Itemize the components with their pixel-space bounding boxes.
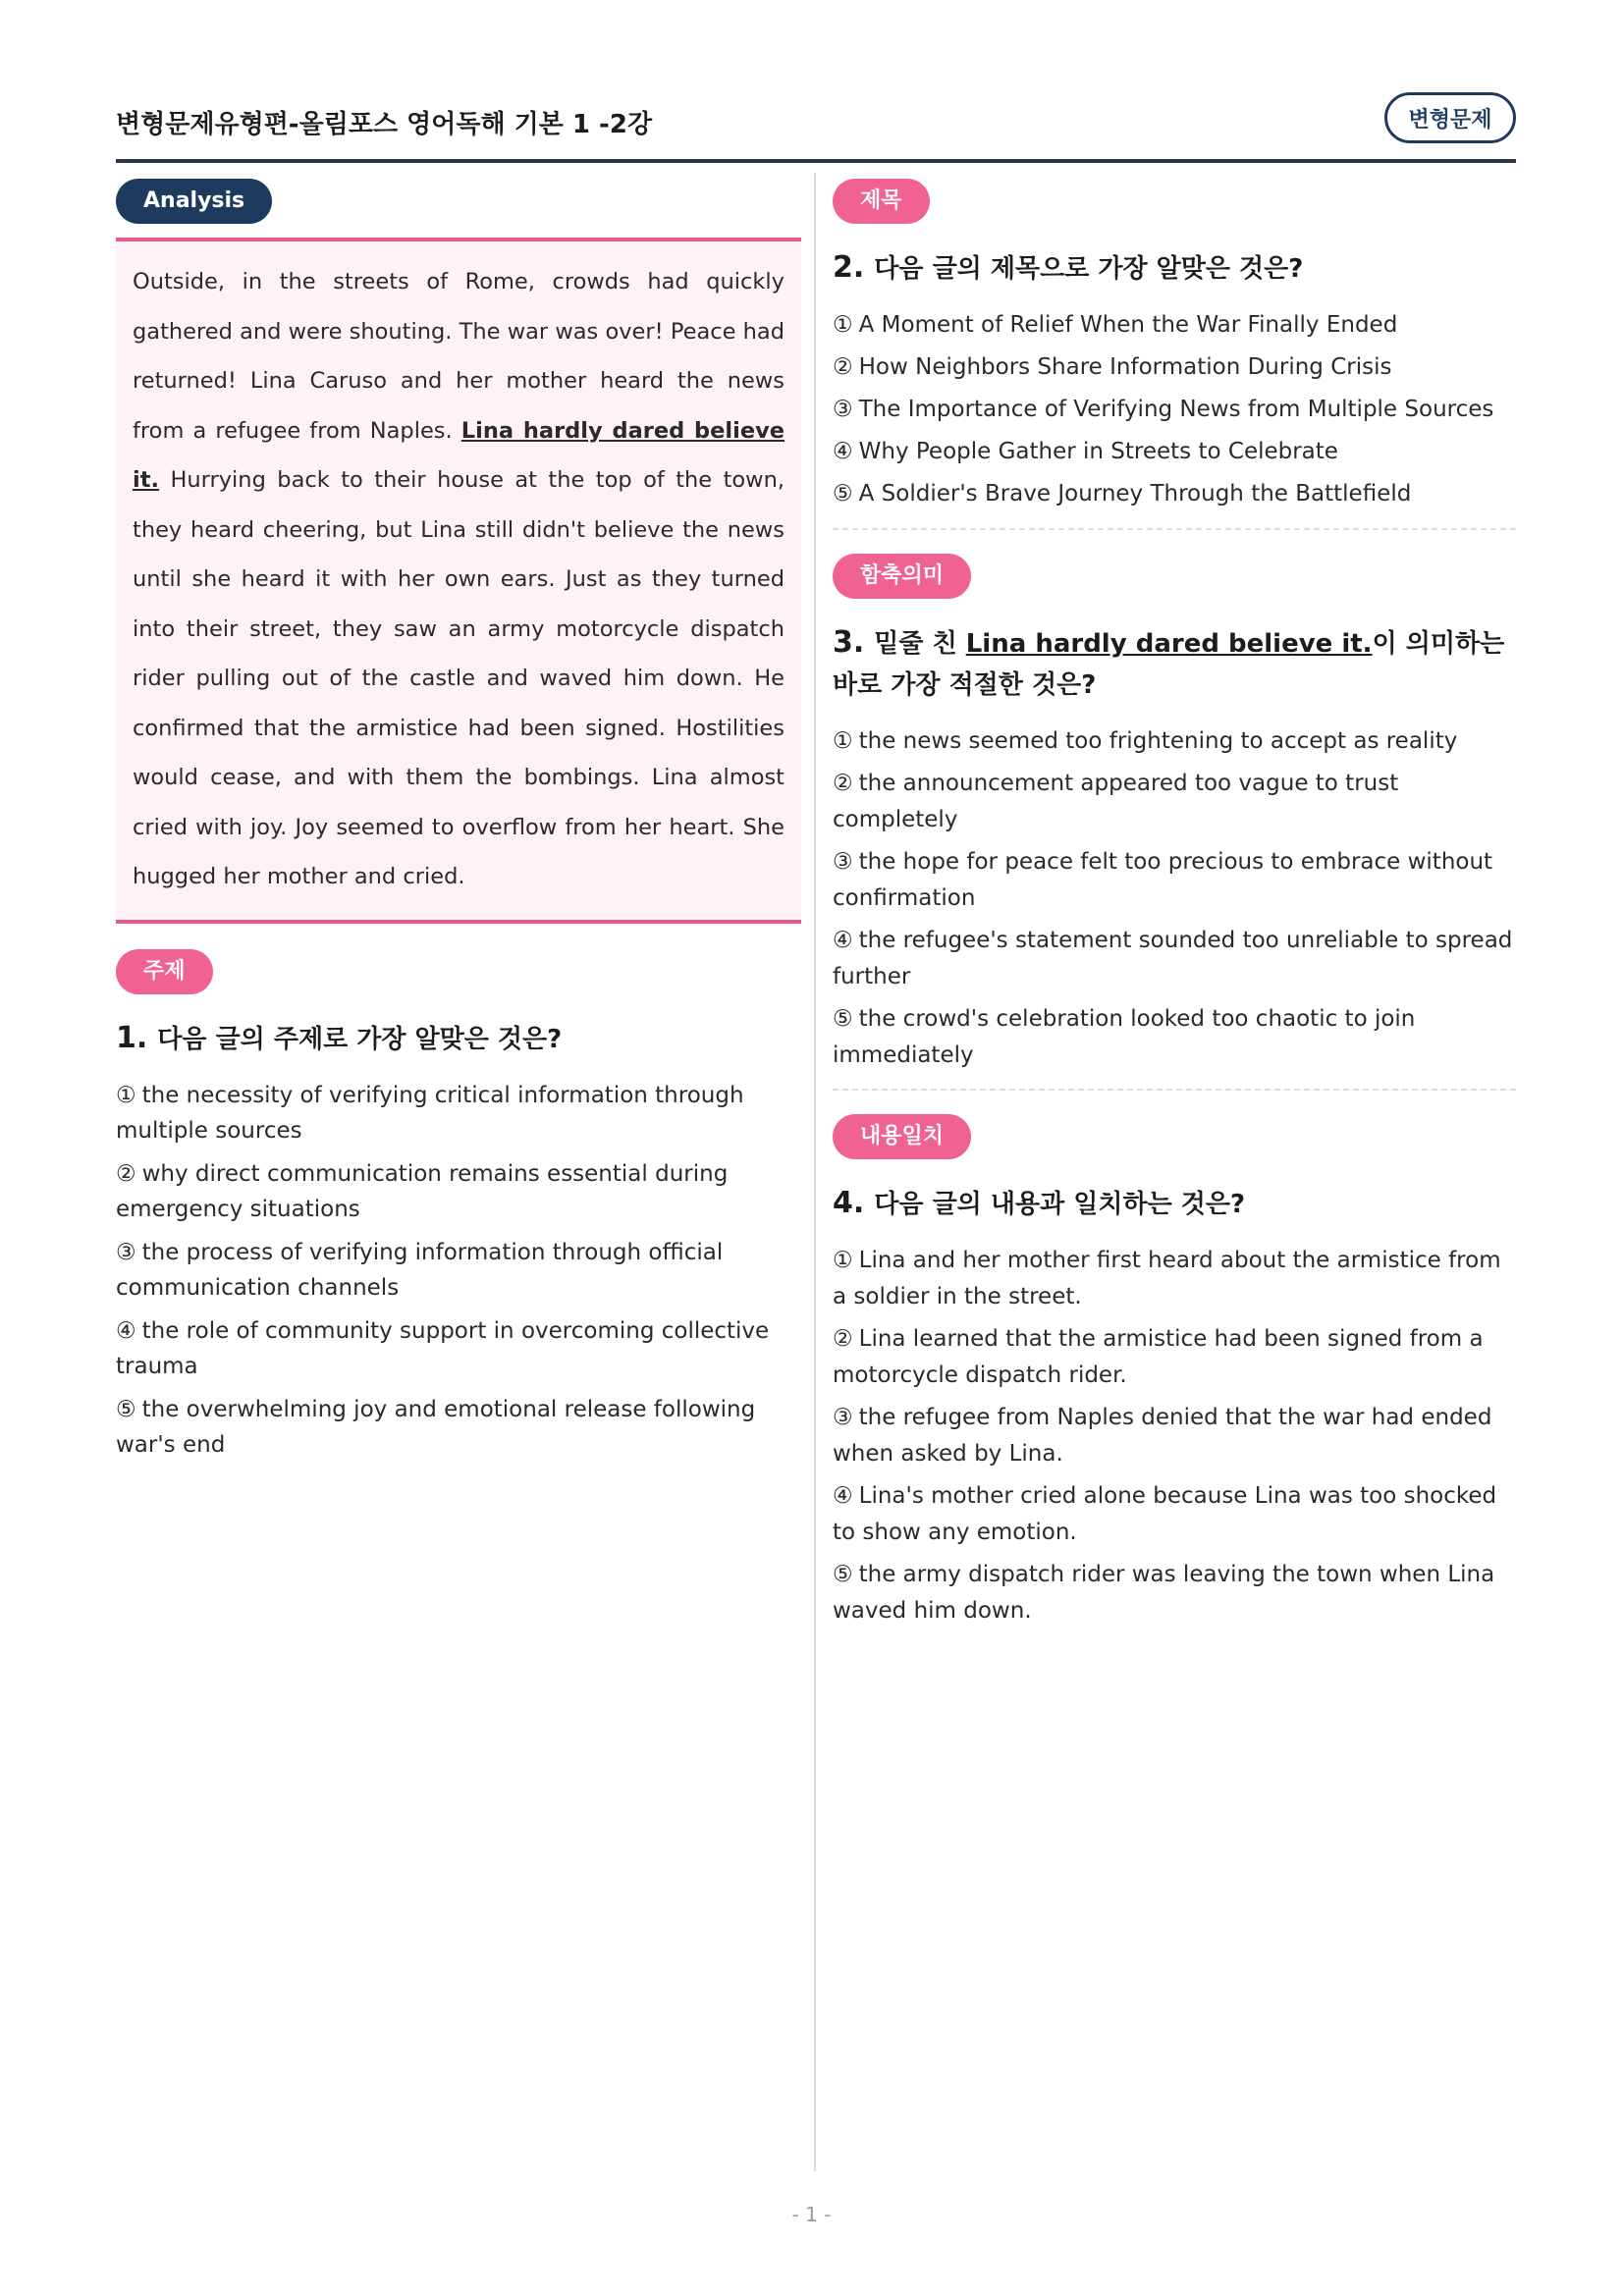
question-4-title xyxy=(833,1183,1516,1225)
analysis-passage-box xyxy=(116,238,801,924)
question-3-options xyxy=(833,723,1516,1074)
option-text: the overwhelming joy and emotional release following war's end xyxy=(116,1396,756,1458)
question-4-number: 4. xyxy=(833,1186,865,1220)
answer-option[interactable] xyxy=(833,307,1516,344)
answer-option[interactable] xyxy=(833,434,1516,470)
option-text: the hope for peace felt too precious to embrace without confirmation xyxy=(833,849,1493,911)
option-marker: ④ xyxy=(833,439,853,464)
analysis-label: Analysis xyxy=(116,179,272,224)
section-separator xyxy=(833,1089,1516,1091)
option-marker: ③ xyxy=(833,849,853,875)
option-text: the refugee's statement sounded too unreliable to spread further xyxy=(833,928,1513,989)
question-4 xyxy=(833,1114,1516,1629)
option-text: the army dispatch rider was leaving the town when Lina waved him down. xyxy=(833,1562,1495,1624)
option-text: the refugee from Naples denied that the war had ended when asked by Lina. xyxy=(833,1405,1492,1467)
answer-option[interactable] xyxy=(833,476,1516,512)
answer-option[interactable] xyxy=(833,1400,1516,1471)
question-2-options xyxy=(833,307,1516,512)
option-marker: ② xyxy=(833,771,853,796)
option-marker: ⑤ xyxy=(833,1562,853,1587)
answer-option[interactable] xyxy=(833,1001,1516,1073)
question-4-text: 다음 글의 내용과 일치하는 것은? xyxy=(874,1190,1246,1219)
option-marker: ⑤ xyxy=(833,481,853,507)
option-text: A Soldier's Brave Journey Through the Battlefield xyxy=(858,481,1412,507)
option-marker: ③ xyxy=(116,1239,136,1265)
option-text: the announcement appeared too vague to trust completely xyxy=(833,771,1399,832)
question-1-options xyxy=(116,1078,801,1464)
option-text: the news seemed too frightening to accept as reality xyxy=(858,727,1458,754)
answer-option[interactable] xyxy=(833,392,1516,428)
question-1-title xyxy=(116,1018,801,1060)
answer-option[interactable] xyxy=(833,723,1516,760)
option-text: Lina and her mother first heard about the armistice from a soldier in the street. xyxy=(833,1248,1501,1309)
question-3-number: 3. xyxy=(833,624,865,660)
option-marker: ⑤ xyxy=(116,1396,136,1422)
answer-option[interactable] xyxy=(116,1156,801,1228)
section-separator xyxy=(833,528,1516,530)
type-badge: 변형문제 xyxy=(1384,92,1516,143)
option-marker: ⑤ xyxy=(833,1006,853,1032)
question-2-text: 다음 글의 제목으로 가장 알맞은 것은? xyxy=(874,254,1304,284)
answer-option[interactable] xyxy=(833,1478,1516,1550)
passage-text-before: Outside, in the streets of Rome, crowds had quickly gathered and were shouting. The war was over! Peace had returned! Lina Caruso and her mother heard the news from a refugee from Naples. xyxy=(133,269,784,444)
option-marker: ① xyxy=(833,1248,853,1273)
option-text: The Importance of Verifying News from Multiple Sources xyxy=(858,397,1494,422)
question-2 xyxy=(833,179,1516,512)
analysis-passage xyxy=(133,257,784,902)
option-text: the crowd's celebration looked too chaotic to join immediately xyxy=(833,1006,1416,1068)
question-3-title xyxy=(833,622,1516,706)
option-marker: ② xyxy=(116,1160,136,1187)
option-text: the necessity of verifying critical information through multiple sources xyxy=(116,1082,744,1144)
answer-option[interactable] xyxy=(116,1078,801,1149)
option-text: Lina learned that the armistice had been signed from a motorcycle dispatch rider. xyxy=(833,1326,1484,1388)
answer-option[interactable] xyxy=(833,1557,1516,1629)
left-column xyxy=(116,179,801,1470)
answer-option[interactable] xyxy=(833,844,1516,916)
option-marker: ③ xyxy=(833,1405,853,1430)
passage-text-after: Hurrying back to their house at the top of the town, they heard cheering, but Lina still didn't believe the news until she heard it with her own ears. Just as they turned into their street, they saw an army motorcycle dispatch rider pulling out of the castle and waved him down. He confirmed that the armistice had been signed. Hostilities would cease, and with them the bombings. Lina almost cried with joy. Joy seemed to overflow from her heart. She hugged her mother and cried. xyxy=(133,467,784,889)
question-4-options xyxy=(833,1243,1516,1629)
question-3-underlined: Lina hardly dared believe it. xyxy=(965,628,1373,659)
option-marker: ② xyxy=(833,354,853,380)
question-1 xyxy=(116,949,801,1464)
option-marker: ① xyxy=(116,1082,136,1108)
column-divider xyxy=(814,173,816,2171)
answer-option[interactable] xyxy=(833,1243,1516,1314)
question-3-suffix: 이 의미하는 바로 가장 적절한 것은? xyxy=(833,628,1505,700)
question-1-number: 1. xyxy=(116,1020,148,1055)
page-header xyxy=(116,92,1516,163)
option-marker: ② xyxy=(833,1326,853,1352)
document-title: 변형문제유형편-올림포스 영어독해 기본 1 -2강 xyxy=(116,110,653,139)
option-marker: ④ xyxy=(116,1317,136,1344)
passage-underlined-sentence: Lina hardly dared believe it. xyxy=(133,417,784,493)
option-text: A Moment of Relief When the War Finally Ended xyxy=(858,312,1398,338)
question-3-prefix: 밑줄 친 xyxy=(874,628,966,659)
option-marker: ③ xyxy=(833,397,853,422)
option-text: why direct communication remains essential during emergency situations xyxy=(116,1160,729,1222)
option-text: How Neighbors Share Information During Crisis xyxy=(858,354,1392,380)
question-1-text: 다음 글의 주제로 가장 알맞은 것은? xyxy=(157,1024,563,1054)
question-1-tag: 주제 xyxy=(116,949,213,994)
question-2-number: 2. xyxy=(833,250,865,285)
answer-option[interactable] xyxy=(833,349,1516,386)
option-marker: ① xyxy=(833,312,853,338)
option-text: the role of community support in overcoming collective trauma xyxy=(116,1317,770,1379)
answer-option[interactable] xyxy=(833,923,1516,994)
page-number: - 1 - xyxy=(791,2203,832,2226)
answer-option[interactable] xyxy=(116,1235,801,1307)
answer-option[interactable] xyxy=(833,1321,1516,1393)
option-text: Why People Gather in Streets to Celebrate xyxy=(858,439,1338,464)
option-marker: ① xyxy=(833,727,853,754)
answer-option[interactable] xyxy=(116,1392,801,1464)
question-4-tag: 내용일치 xyxy=(833,1114,971,1159)
answer-option[interactable] xyxy=(116,1313,801,1385)
question-3 xyxy=(833,554,1516,1074)
question-3-tag: 함축의미 xyxy=(833,554,971,599)
option-marker: ④ xyxy=(833,928,853,953)
question-2-tag: 제목 xyxy=(833,179,930,224)
right-column xyxy=(833,179,1516,1635)
option-text: Lina's mother cried alone because Lina was too shocked to show any emotion. xyxy=(833,1483,1497,1545)
option-text: the process of verifying information through official communication channels xyxy=(116,1239,724,1301)
answer-option[interactable] xyxy=(833,766,1516,837)
option-marker: ④ xyxy=(833,1483,853,1509)
question-2-title xyxy=(833,247,1516,290)
